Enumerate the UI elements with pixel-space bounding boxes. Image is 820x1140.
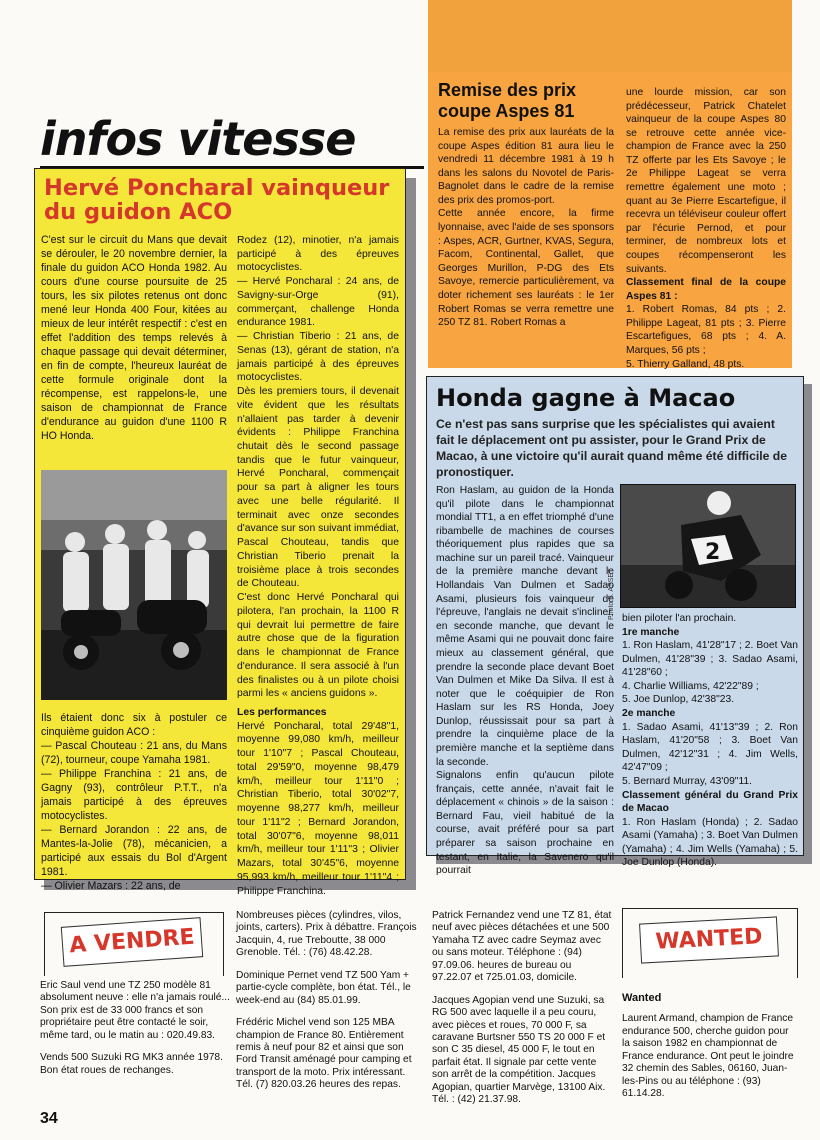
classifieds-col4 — [622, 992, 798, 1100]
honda-col2-p1: bien piloter l'an prochain. — [622, 613, 737, 624]
honda-m2b: 5. Bernard Murray, 43'09"11. — [622, 775, 753, 787]
honda-col1 — [436, 484, 614, 878]
riders-photo-image — [41, 470, 227, 700]
herve-col2-p3: — Christian Tiberio : 21 ans, de Senas (13), gérant de station, n'a jamais participé à des épreuves motocyclistes. — [237, 331, 399, 384]
honda-title: Honda gagne à Macao — [436, 384, 736, 412]
remise-classement-last: 5. Thierry Galland, 48 pts. — [626, 358, 745, 370]
herve-col1-p2: Ils étaient donc six à postuler ce cinquième guidon ACO : — [41, 712, 227, 738]
honda-col1-p2: Signalons enfin qu'aucun pilote français, cette année, n'avait fait le déplacement « chinois » de la saison : Bernard Fau, vieil habitué de la course, avait préféré pour sa part préparer sa saison prochaine en testant, en Italie, la Savenero qu'il pourrait — [436, 770, 614, 877]
herve-col2-p4: Dès les premiers tours, il devenait vite évident que les résultats n'allaient pas tarder à devenir évidents : Philippe Franchina chutait dès le second passage tandis que le futur vainqueur, Hervé Poncharal, commençait pour sa part à aligner les tours avec une belle régularité. Il terminait avec onze secondes d'avance sur son suivant immédiat, Pascal Chouteau, tandis que Christian Tiberio prenait la troisième place à trois secondes de Chouteau. — [237, 386, 399, 590]
remise-col2 — [626, 86, 786, 371]
honda-m1b: 4. Charlie Williams, 42'22"89 ; — [622, 680, 759, 692]
herve-col1 — [41, 234, 227, 444]
herve-perf-title: Les performances — [237, 706, 327, 718]
remise-classement-title: Classement final de la coupe Aspes 81 : — [626, 277, 786, 302]
ad-1: Eric Saul vend une TZ 250 modèle 81 absolument neuve : elle n'a jamais roulé... Son prix est de 33 000 francs et son propriétaire peut être contacté le soir, même tard, ou le matin au : 020.49.83. — [40, 980, 230, 1041]
vendre-label: A VENDRE — [61, 917, 203, 967]
svg-text:2: 2 — [705, 540, 721, 565]
herve-col2-p5: C'est donc Hervé Poncharal qui pilotera, l'an prochain, la 1100 R qui devrait lui permettre de faire autre chose que de la figuration dans le championnat de France d'endurance. Il sera associé à l'un des finalistes ou à un pilote choisi parmi les « anciens guidons ». — [237, 592, 399, 700]
honda-col1-p1: Ron Haslam, au guidon de la Honda qu'il pilote dans le championnat mondial TT1, a en effet triomphé d'une ribambelle de machines de courses théoriquement plus rapides que sa machine sur un pareil tracé. Vainqueur de la première manche devant le Hollandais Van Dulmen et Sadao Asami, plusieurs fois vainqueur de l'épreuve, l'anglais ne devait s'incliner, en seconde manche, que devant le même Asami qui ne pouvait donc faire mieux au classement général, que prendre la seconde place devant Boet Van Dulmen et Mike Da Silva. Il est à noter que le coéquipier de Ron Haslam sur les RS Honda, Joey Dunlop, réussissait pour sa part à prendre la cinquième place de la première manche et la septième dans la seconde. — [436, 485, 614, 768]
herve-rider-2: — Philippe Franchina : 21 ans, de Gagny (93), contrôleur P.T.T., n'a jamais participé à des épreuves motocyclistes. — [41, 767, 227, 822]
classifieds-col3 — [432, 910, 612, 1107]
ad-5: Frédéric Michel vend son 125 MBA champion de France 80. Entièrement remis à neuf pour 82 et ainsi que son Ford Transit aménagé pour camping et transport de la moto. Prix intéressant. Tél. (7) 820.03.26 heures des repas. — [236, 1017, 412, 1091]
remise-col1-p2: Cette année encore, la firme lyonnaise, avec l'aide de ses sponsors : Aspes, ACR, Gurtner, KVAS, Segura, Facom, Continental, Gallet, que Georges Murillon, P-DG des Ets Savoye, remercie particulièrement, va doter richement ses lauréats : le 1er Robert Romas se verra remettre une 250 TZ 81. Robert Romas a — [438, 208, 614, 329]
honda-gen: 1. Ron Haslam (Honda) ; 2. Sadao Asami (Yamaha) ; 3. Boet Van Dulmen (Yamaha) ; 4. Jim Wells (Yamaha) ; 5. Joe Dunlop (Honda). — [622, 816, 798, 869]
honda-gen-title: Classement général du Grand Prix de Macao — [622, 789, 798, 815]
herve-col1-lower — [41, 712, 227, 894]
remise-classement: 1. Robert Romas, 84 pts ; 2. Philippe Lageat, 81 pts ; 3. Pierre Escartefigues, 68 pts ; 4. A. Marques, 56 pts ; — [626, 304, 786, 356]
honda-m1: 1. Ron Haslam, 41'28"17 ; 2. Boet Van Dulmen, 41'28"39 ; 3. Sadao Asami, 41'28"60 ; — [622, 640, 798, 679]
ad-3: Nombreuses pièces (cylindres, vilos, joints, carters). Prix à débattre. François Jacquin, 4, rue Treboutte, 38 000 Grenoble. Tél. : (76) 48.42.28. — [236, 910, 417, 959]
herve-rider-3: — Bernard Jorandon : 22 ans, de Mantes-la-Jolie (78), mécanicien, a participé aux essais du Bol d'Argent 1981. — [41, 823, 227, 878]
classifieds-col1 — [40, 980, 230, 1077]
honda-m2-title: 2e manche — [622, 708, 676, 720]
ad-7: Jacques Agopian vend une Suzuki, sa RG 500 avec laquelle il a peu couru, avec pièces et roues, 70 000 F, sa caravane Burtsner 550 TS 20 000 F et son C 35 diesel, 45 000 F, le tout en parfait état. Il signale par cette vente son arrêt de la compétition. Jacques Agopian, quartier Marvège, 13100 Aix. Tél. : (42) 21.37.98. — [432, 994, 606, 1106]
honda-intro: Ce n'est pas sans surprise que les spécialistes qui avaient fait le déplacement ont pu assister, pour le Grand Prix de Macao, à une victoire qu'il aurait quand même été difficile de pronostiquer. — [436, 417, 788, 479]
herve-rider-4: — Olivier Mazars : 22 ans, de — [41, 879, 181, 892]
wanted-title: Wanted — [622, 992, 662, 1004]
macao-photo — [620, 484, 796, 608]
ad-4: Dominique Pernet vend TZ 500 Yam + partie-cycle complète, bon état. Tél., le week-end au (84) 85.01.99. — [236, 969, 411, 1006]
herve-col2 — [237, 234, 399, 898]
remise-col1-p1: La remise des prix aux lauréats de la coupe Aspes édition 81 aura lieu le vendredi 11 décembre 1981 à 19 h dans les salons du Novotel de Paris-Bagnolet dans le cadre de la remise des prix des promos-port. — [438, 127, 614, 206]
honda-m1-title: 1re manche — [622, 626, 680, 638]
remise-col1 — [438, 126, 614, 330]
riders-photo — [41, 470, 227, 700]
herve-col2-p2: — Hervé Poncharal : 24 ans, de Savigny-sur-Orge (91), commerçant, challenge Honda endurance 1981. — [237, 276, 399, 329]
remise-col2-p1: une lourde mission, car son prédécesseur, Patrick Chatelet vainqueur de la coupe Aspes 80 se retrouve cette année vice-champion de France avec la 250 TZ offerte par les Ets Savoye ; le 2e Philippe Lageat se verra remettre également une moto ; quant au 3e Pierre Escartefigue, il recevra un téléviseur couleur offert par l'écurie Pernod, et pour terminer, de nombreux lots et coupes récompenseront les suivants. — [626, 87, 786, 275]
ad-6: Patrick Fernandez vend une TZ 81, état neuf avec pièces détachées et une 500 Yamaha TZ avec cadre Seymaz avec ou sans moteur. Téléphone : (94) 97.09.06. heures de bureau ou 97.22.07 et 725.01.03, domicile. — [432, 910, 612, 984]
honda-m2: 1. Sadao Asami, 41'13"39 ; 2. Ron Haslam, 41'20"58 ; 3. Boet Van Dulmen, 42'12"31 ; 4. Jim Wells, 42'47"09 ; — [622, 721, 798, 774]
herve-col2-p1: Rodez (12), minotier, n'a jamais participé à des épreuves motocyclistes. — [237, 235, 399, 274]
herve-perf: Hervé Poncharal, total 29'48"1, moyenne 99,080 km/h, meilleur tour 1'10"7 ; Pascal Chouteau, total 29'59"0, moyenne 98,479 km/h, meilleur tour 1'11"0 ; Christian Tiberio, total 30'02"7, moyenne 98,277 km/h, meilleur tour 1'11"2 ; Bernard Jorandon, total 30'07"6, moyenne 98,011 km/h, meilleur tour 1'11"3 ; Olivier Mazars, total 30'45"6, moyenne 95,993 km/h, meilleur tour 1'11"4 ; Philippe Franchina. — [237, 720, 399, 897]
macao-photo-image — [621, 485, 796, 608]
honda-col2 — [622, 612, 798, 870]
wanted-label: WANTED — [639, 916, 779, 963]
classifieds-col2 — [236, 910, 422, 1092]
honda-m1c: 5. Joe Dunlop, 42'38"23. — [622, 694, 735, 706]
herve-rider-1: — Pascal Chouteau : 21 ans, du Mans (72), tourneur, coupe Yamaha 1981. — [41, 739, 227, 766]
photo-credit-text: Photo B. ASSET — [608, 568, 615, 620]
herve-col1-p1: C'est sur le circuit du Mans que devait se dérouler, le 20 novembre dernier, la finale du guidon ACO Honda 1982. Au cours d'une course poursuite de 25 tours, les six pilotes retenus ont donc mené leur Honda 400 Four, kitées au mieux de leur intérêt respectif : c'est en effet l'addition des temps relevés à chaque passage qui devait déterminer, en fin de compte, l'heureux lauréat de cette formule originale dont la récompense, est rappelons-le, une saison de championnat de France d'endurance au guidon d'une 1100 R HO Honda. — [41, 234, 227, 442]
section-title: infos vitesse — [40, 112, 356, 166]
remise-title: Remise des prix coupe Aspes 81 — [438, 80, 577, 121]
photo-credit — [606, 560, 618, 620]
page-number: 34 — [40, 1110, 58, 1127]
wanted-text: Laurent Armand, champion de France endurance 500, cherche guidon pour la saison 1982 en championnat de France endurance. Ont peut le joindre 32 chemin des Sables, 06160, Juan-les-Pins ou au téléphone : (93) 61.14.28. — [622, 1013, 794, 1100]
ad-2: Vends 500 Suzuki RG MK3 année 1978. Bon état roues de rechanges. — [40, 1052, 223, 1076]
herve-title: Hervé Poncharal vainqueur du guidon ACO — [44, 175, 390, 226]
